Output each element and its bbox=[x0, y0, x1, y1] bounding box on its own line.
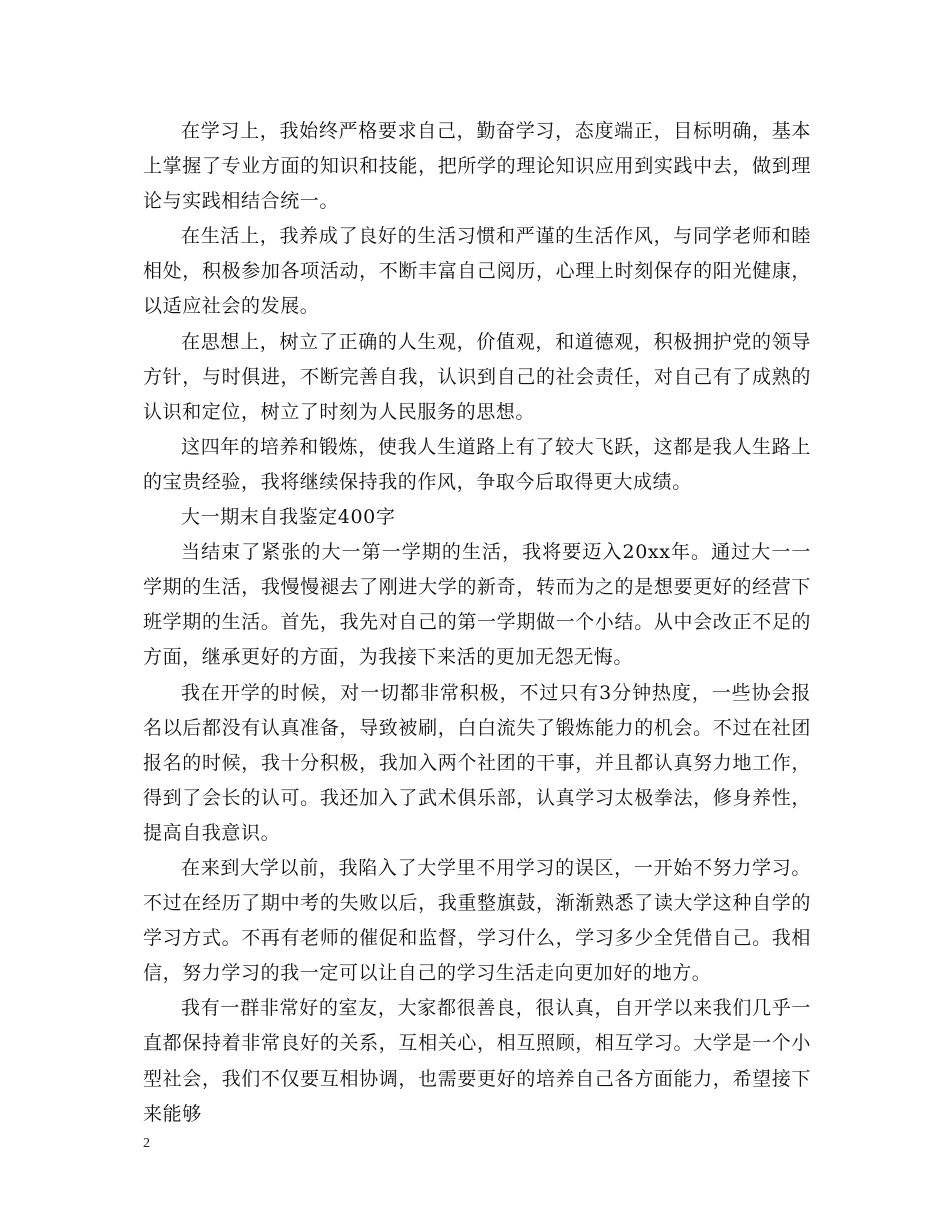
document-body bbox=[143, 114, 811, 1132]
page-number: 2 bbox=[143, 1136, 150, 1151]
paragraph-clubs: 我在开学的时候，对一切都非常积极，不过只有3分钟热度，一些协会报名以后都没有认真准备，导致被刷，白白流失了锻炼能力的机会。不过在社团报名的时候，我十分积极，我加入两个社团的干事，并且都认真努力地工作，得到了会长的认可。我还加入了武术俱乐部，认真学习太极拳法，修身养性，提高自我意识。 bbox=[143, 681, 811, 844]
section-heading: 大一期末自我鉴定400字 bbox=[181, 506, 396, 529]
paragraph-roommates: 我有一群非常好的室友，大家都很善良，很认真，自开学以来我们几乎一直都保持着非常良好的关系，互相关心，相互照顾，相互学习。大学是一个小型社会，我们不仅要互相协调，也需要更好的培养自己各方面能力，希望接下来能够 bbox=[143, 997, 811, 1125]
paragraph-first-semester: 当结束了紧张的大一第一学期的生活，我将要迈入20xx年。通过大一一学期的生活，我慢慢褪去了刚进大学的新奇，转而为之的是想要更好的经营下班学期的生活。首先，我先对自己的第一学期做一个小结。从中会改正不足的方面，继承更好的方面，为我接下来活的更加无怨无悔。 bbox=[143, 541, 811, 669]
paragraph-learning: 在来到大学以前，我陷入了大学里不用学习的误区，一开始不努力学习。不过在经历了期中考的失败以后，我重整旗鼓，渐渐熟悉了读大学这种自学的学习方式。不再有老师的催促和监督，学习什么，学习多少全凭借自己。我相信，努力学习的我一定可以让自己的学习生活走向更加好的地方。 bbox=[143, 856, 811, 985]
paragraph-thought: 在思想上，树立了正确的人生观，价值观，和道德观，积极拥护党的领导方针，与时俱进，不断完善自我，认识到自己的社会责任，对自己有了成熟的认识和定位，树立了时刻为人民服务的思想。 bbox=[143, 330, 811, 423]
paragraph-life: 在生活上，我养成了良好的生活习惯和严谨的生活作风，与同学老师和睦相处，积极参加各项活动，不断丰富自己阅历，心理上时刻保存的阳光健康，以适应社会的发展。 bbox=[143, 225, 811, 318]
paragraph-four-years: 这四年的培养和锻炼，使我人生道路上有了较大飞跃，这都是我人生路上的宝贵经验，我将继续保持我的作风，争取今后取得更大成绩。 bbox=[143, 435, 811, 493]
paragraph-study: 在学习上，我始终严格要求自己，勤奋学习，态度端正，目标明确，基本上掌握了专业方面的知识和技能，把所学的理论知识应用到实践中去，做到理论与实践相结合统一。 bbox=[143, 120, 811, 213]
